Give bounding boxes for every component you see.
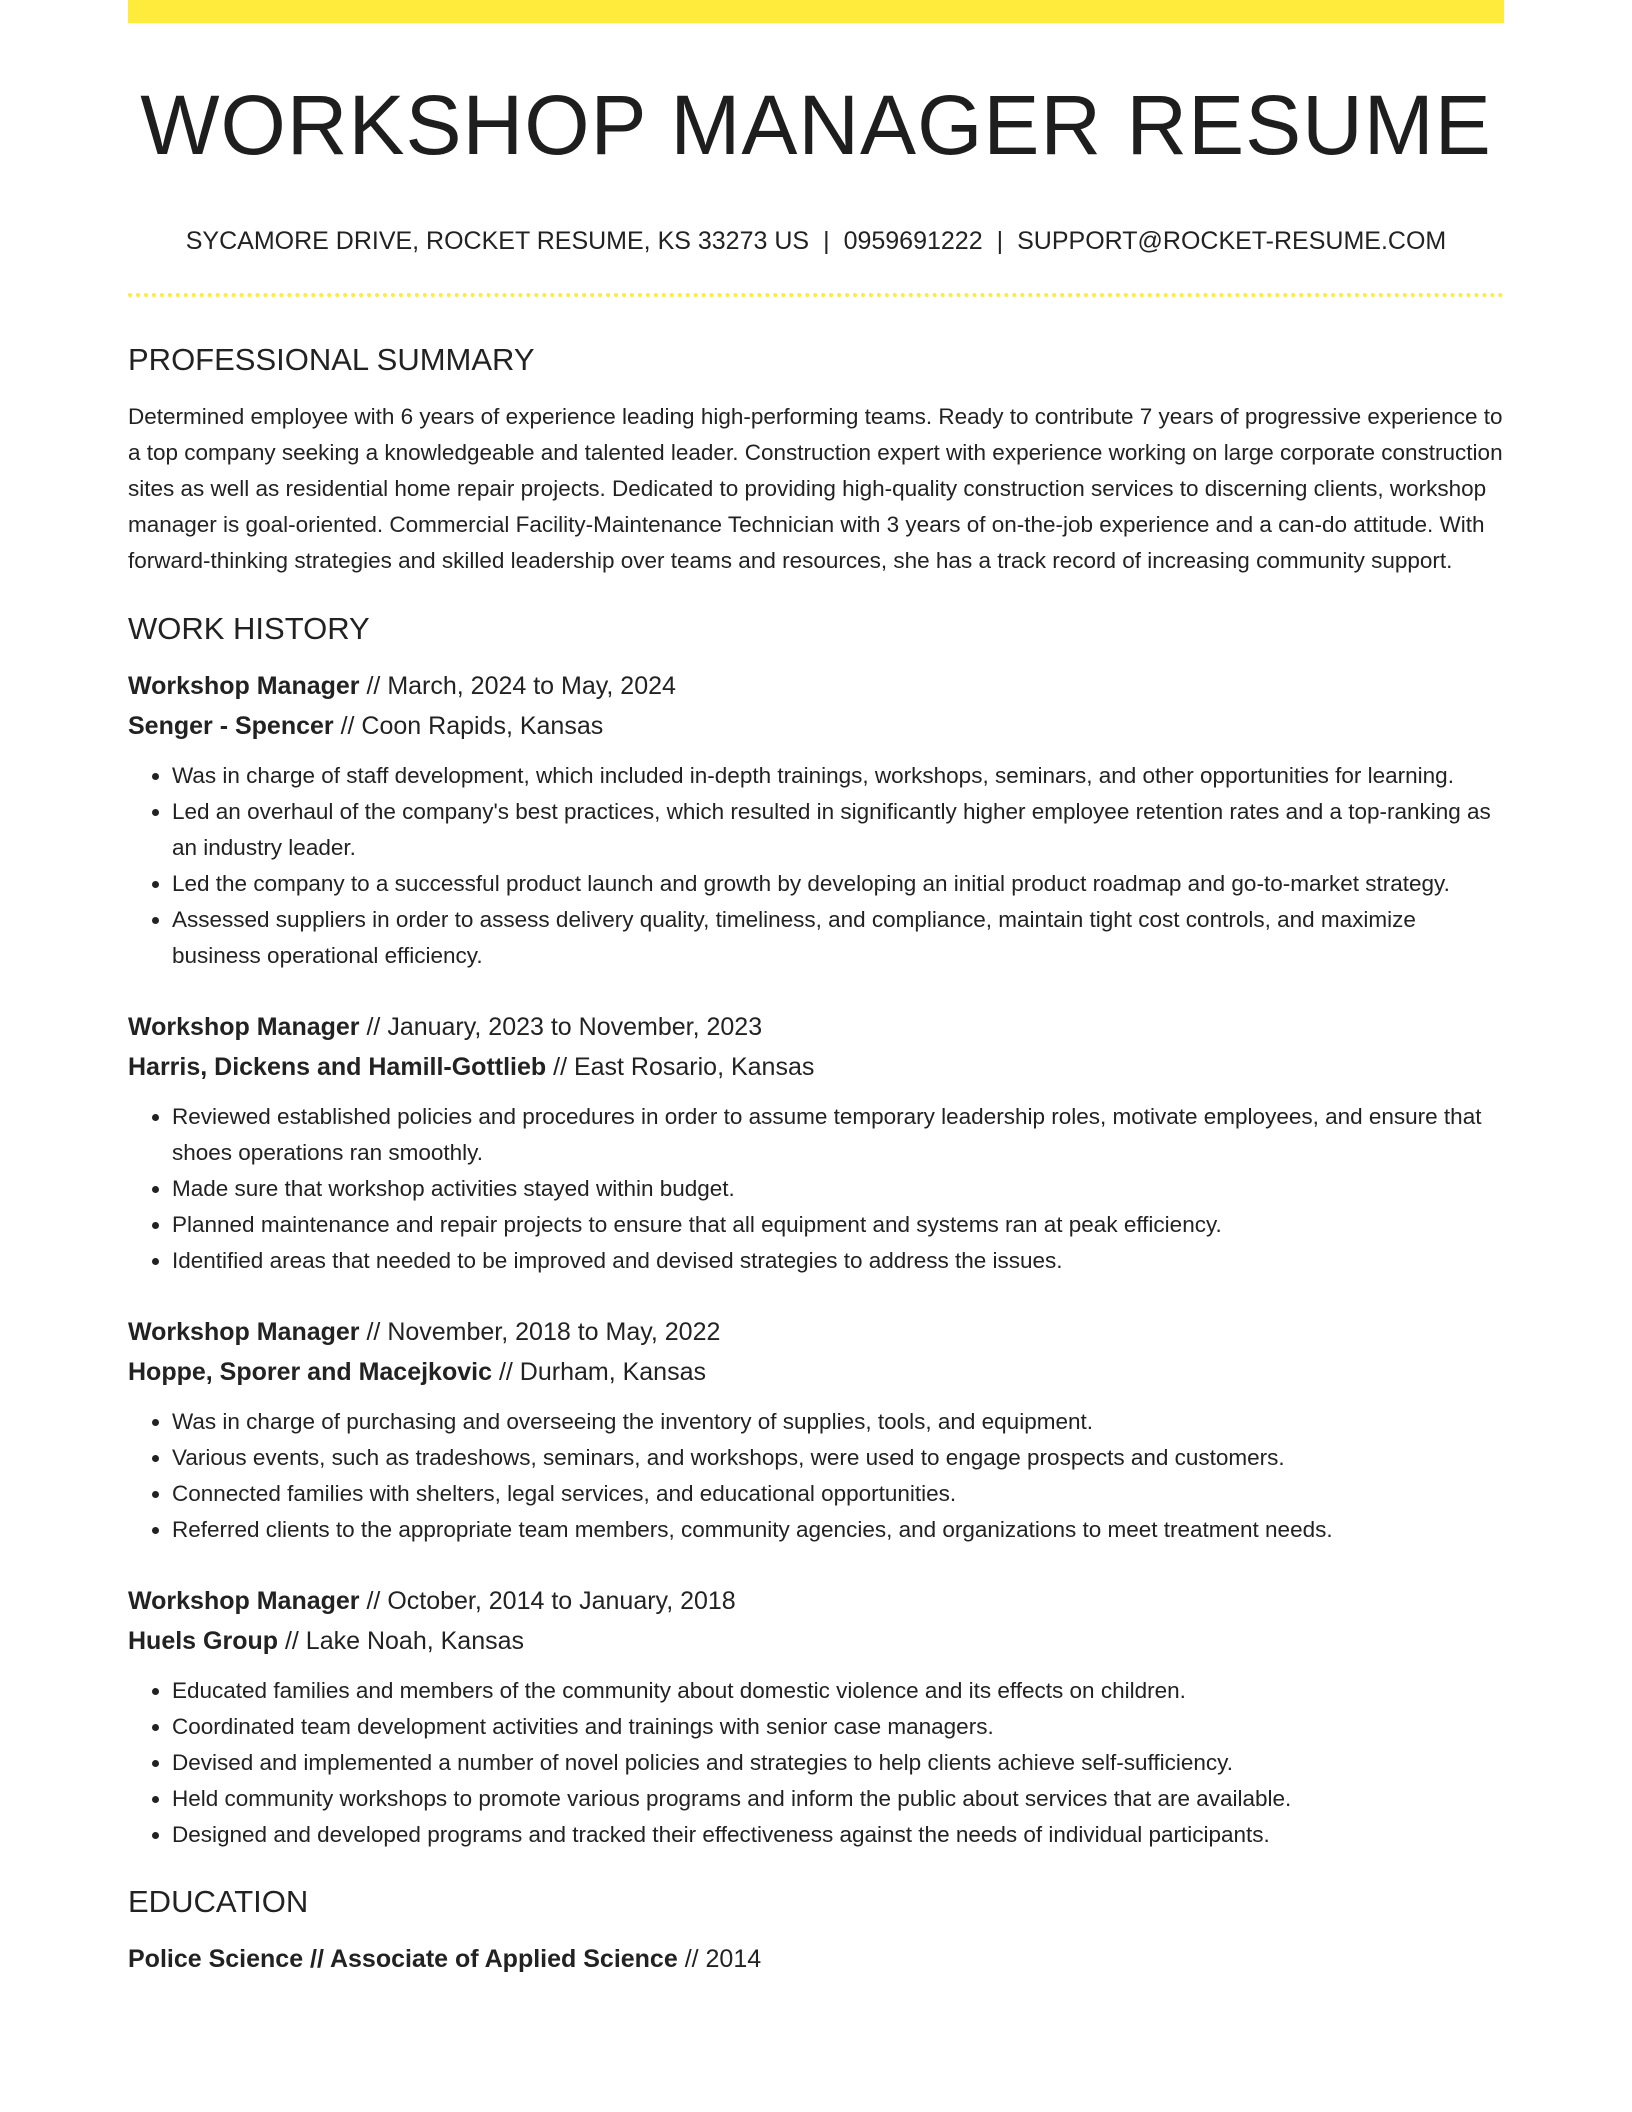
job-bullets [128, 1404, 1504, 1548]
contact-phone: 0959691222 [843, 227, 983, 255]
job-bullet: • Led an overhaul of the company's best practices, which resulted in significantly higher employee retention rates and a top-ranking as an industry leader. [172, 794, 1504, 866]
job-bullet: • Led the company to a successful product launch and growth by developing an initial product roadmap and go-to-market strategy. [172, 866, 1504, 902]
job-dates: // March, 2024 to May, 2024 [359, 672, 676, 700]
job-bullet: • Various events, such as tradeshows, seminars, and workshops, were used to engage prospects and customers. [172, 1440, 1504, 1476]
job-dates: // October, 2014 to January, 2018 [359, 1587, 736, 1615]
job-company-line [128, 1047, 1504, 1087]
job-title-line [128, 1581, 1504, 1621]
job-entry [128, 666, 1504, 974]
resume-page [128, 0, 1504, 1979]
job-bullets [128, 1673, 1504, 1853]
job-company: Hoppe, Sporer and Macejkovic [128, 1358, 492, 1386]
job-bullet: • Made sure that workshop activities stayed within budget. [172, 1171, 1504, 1207]
job-company: Harris, Dickens and Hamill-Gottlieb [128, 1053, 547, 1081]
job-bullet: • Designed and developed programs and tracked their effectiveness against the needs of individual participants. [172, 1817, 1504, 1853]
education-year: // 2014 [677, 1945, 762, 1973]
top-accent-bar [128, 0, 1504, 23]
job-location: // East Rosario, Kansas [546, 1053, 815, 1081]
contact-email: SUPPORT@ROCKET-RESUME.COM [1017, 227, 1447, 255]
education-entry [128, 1939, 1504, 1979]
job-bullet: • Held community workshops to promote various programs and inform the public about services that are available. [172, 1781, 1504, 1817]
job-entry [128, 1581, 1504, 1853]
job-bullet: • Devised and implemented a number of novel policies and strategies to help clients achieve self-sufficiency. [172, 1745, 1504, 1781]
contact-address: SYCAMORE DRIVE, ROCKET RESUME, KS 33273 US [185, 227, 810, 255]
job-bullet: • Coordinated team development activities and trainings with senior case managers. [172, 1709, 1504, 1745]
job-title-line [128, 1312, 1504, 1352]
contact-line [128, 229, 1504, 254]
job-title-line [128, 1007, 1504, 1047]
job-bullet: • Reviewed established policies and procedures in order to assume temporary leadership roles, motivate employees, and ensure that shoes operations ran smoothly. [172, 1099, 1504, 1171]
job-bullets [128, 1099, 1504, 1279]
job-location: // Lake Noah, Kansas [278, 1627, 524, 1655]
summary-text: Determined employee with 6 years of experience leading high-performing teams. Ready to contribute 7 years of progressive experience to a top company seeking a knowledgeable and talented leader. Construction expert with experience working on large corporate construction sites as well as residential home repair projects. Dedicated to providing high-quality construction services to discerning clients, workshop manager is goal-oriented. Commercial Facility-Maintenance Technician with 3 years of on-the-job experience and a can-do attitude. With forward-thinking strategies and skilled leadership over teams and resources, she has a track record of increasing community support. [128, 404, 1503, 573]
job-bullet: • Connected families with shelters, legal services, and educational opportunities. [172, 1476, 1504, 1512]
work-history-list [128, 666, 1504, 1853]
job-company-line [128, 706, 1504, 746]
resume-title: WORKSHOP MANAGER RESUME [140, 78, 1492, 172]
job-title: Workshop Manager [128, 1587, 360, 1615]
job-company-line [128, 1621, 1504, 1661]
job-bullet: • Was in charge of purchasing and overseeing the inventory of supplies, tools, and equipment. [172, 1404, 1504, 1440]
job-location: // Coon Rapids, Kansas [333, 712, 604, 740]
job-title: Workshop Manager [128, 1318, 360, 1346]
education-heading: EDUCATION [128, 1884, 309, 1919]
work-history-heading: WORK HISTORY [128, 611, 370, 646]
job-title: Workshop Manager [128, 672, 360, 700]
dotted-divider [128, 293, 1504, 297]
job-company-line [128, 1352, 1504, 1392]
job-bullets [128, 758, 1504, 974]
job-location: // Durham, Kansas [492, 1358, 706, 1386]
job-bullet: • Planned maintenance and repair projects to ensure that all equipment and systems ran at peak efficiency. [172, 1207, 1504, 1243]
job-bullet: • Referred clients to the appropriate team members, community agencies, and organizations to meet treatment needs. [172, 1512, 1504, 1548]
job-dates: // January, 2023 to November, 2023 [359, 1013, 763, 1041]
job-bullet: • Was in charge of staff development, which included in-depth trainings, workshops, seminars, and other opportunities for learning. [172, 758, 1504, 794]
job-company: Huels Group [128, 1627, 279, 1655]
job-title: Workshop Manager [128, 1013, 360, 1041]
education-degree: Police Science // Associate of Applied Science [128, 1945, 678, 1973]
job-bullet: • Educated families and members of the community about domestic violence and its effects on children. [172, 1673, 1504, 1709]
job-bullet: • Assessed suppliers in order to assess delivery quality, timeliness, and compliance, maintain tight cost controls, and maximize business operational efficiency. [172, 902, 1504, 974]
job-entry [128, 1312, 1504, 1548]
job-entry [128, 1007, 1504, 1279]
summary-heading: PROFESSIONAL SUMMARY [128, 342, 535, 377]
contact-separator: | [823, 227, 830, 255]
job-bullet: • Identified areas that needed to be improved and devised strategies to address the issues. [172, 1243, 1504, 1279]
job-dates: // November, 2018 to May, 2022 [359, 1318, 721, 1346]
contact-separator: | [996, 227, 1004, 255]
job-title-line [128, 666, 1504, 706]
job-company: Senger - Spencer [128, 712, 334, 740]
